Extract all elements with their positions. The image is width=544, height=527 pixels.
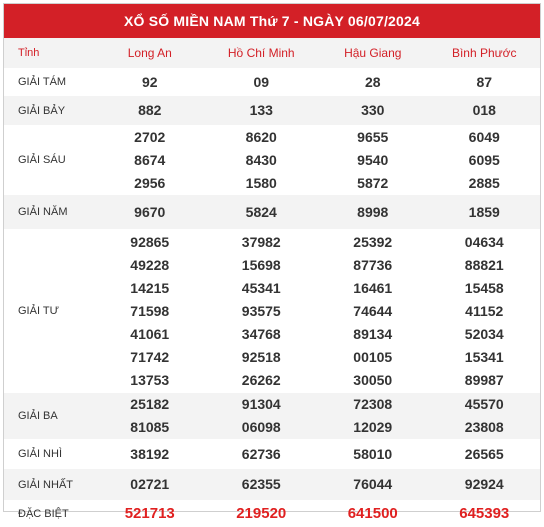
winning-number: 15458 — [464, 279, 504, 296]
winning-number: 91304 — [241, 396, 281, 412]
winning-number: 9670 — [134, 203, 166, 220]
province-ho-chi-minh[interactable]: Hồ Chí Minh — [206, 38, 318, 68]
prize-cell-long-an — [94, 393, 206, 439]
prize-cell-hau-giang — [317, 229, 429, 393]
winning-number: 882 — [138, 102, 162, 118]
prize-cell-ho-chi-minh — [206, 195, 318, 229]
prize-row-giai-nhi — [4, 439, 540, 469]
winning-number: 41061 — [130, 325, 170, 342]
prize-cell-hau-giang — [317, 125, 429, 195]
results-table — [4, 38, 540, 527]
page-title: XỔ SỐ MIỀN NAM Thứ 7 - NGÀY 06/07/2024 — [4, 4, 540, 38]
winning-number: 1580 — [245, 174, 277, 191]
prize-cell-binh-phuoc — [429, 125, 541, 195]
prize-cell-hau-giang — [317, 68, 429, 96]
winning-number: 5872 — [357, 174, 389, 191]
winning-number: 16461 — [353, 279, 393, 296]
winning-number: 04634 — [464, 233, 504, 250]
winning-number: 25392 — [353, 233, 393, 250]
province-label: Tỉnh — [4, 38, 94, 68]
prize-cell-long-an — [94, 68, 206, 96]
winning-number: 09 — [253, 73, 270, 90]
prize-row-giai-nam — [4, 195, 540, 229]
winning-number: 2956 — [134, 174, 166, 191]
winning-number: 521713 — [124, 505, 175, 522]
winning-number: 93575 — [241, 302, 281, 319]
prize-cell-hau-giang — [317, 393, 429, 439]
winning-number: 26565 — [464, 445, 504, 462]
prize-cell-binh-phuoc — [429, 469, 541, 500]
winning-number: 52034 — [464, 325, 504, 342]
winning-number: 37982 — [241, 233, 281, 250]
winning-number: 45570 — [464, 396, 504, 412]
winning-number: 45341 — [241, 279, 281, 296]
winning-number: 62355 — [241, 476, 281, 492]
prize-cell-long-an — [94, 195, 206, 229]
prize-cell-binh-phuoc — [429, 195, 541, 229]
winning-number: 14215 — [130, 279, 170, 296]
winning-number: 74644 — [353, 302, 393, 319]
prize-cell-ho-chi-minh — [206, 500, 318, 527]
prize-cell-binh-phuoc — [429, 68, 541, 96]
prize-cell-long-an — [94, 229, 206, 393]
winning-number: 34768 — [241, 325, 281, 342]
prize-cell-binh-phuoc — [429, 439, 541, 469]
prize-label: ĐẶC BIỆT — [18, 507, 69, 520]
winning-number: 30050 — [353, 371, 393, 388]
prize-label: GIẢI SÁU — [18, 154, 66, 166]
winning-number: 62736 — [241, 445, 281, 462]
winning-number: 5824 — [245, 203, 277, 220]
winning-number: 8998 — [357, 203, 389, 220]
winning-number: 06098 — [241, 419, 281, 435]
winning-number: 87 — [476, 73, 493, 90]
prize-cell-ho-chi-minh — [206, 469, 318, 500]
prize-row-giai-bay — [4, 96, 540, 125]
prize-cell-long-an — [94, 500, 206, 527]
winning-number: 71742 — [130, 348, 170, 365]
winning-number: 41152 — [465, 302, 504, 319]
prize-cell-hau-giang — [317, 439, 429, 469]
winning-number: 6095 — [468, 151, 500, 168]
prize-cell-long-an — [94, 469, 206, 500]
prize-row-giai-sau — [4, 125, 540, 195]
winning-number: 49228 — [130, 256, 170, 273]
winning-number: 15698 — [241, 256, 281, 273]
winning-number: 81085 — [130, 419, 170, 435]
winning-number: 58010 — [353, 445, 393, 462]
prize-label: GIẢI BẢY — [4, 96, 94, 125]
province-binh-phuoc[interactable]: Bình Phước — [429, 38, 541, 68]
winning-number: 12029 — [353, 419, 393, 435]
winning-number: 26262 — [241, 371, 281, 388]
winning-number: 8620 — [245, 128, 277, 145]
winning-number: 25182 — [130, 396, 170, 412]
winning-number: 28 — [364, 73, 381, 90]
prize-cell-ho-chi-minh — [206, 68, 318, 96]
prize-cell-hau-giang — [317, 96, 429, 125]
winning-number: 1859 — [468, 203, 500, 220]
prize-label: GIẢI NHẤT — [4, 469, 94, 500]
winning-number: 89987 — [464, 371, 504, 388]
winning-number: 13753 — [130, 371, 170, 388]
prize-cell-ho-chi-minh — [206, 393, 318, 439]
winning-number: 92924 — [464, 476, 504, 492]
prize-cell-long-an — [94, 125, 206, 195]
winning-number: 641500 — [347, 505, 398, 522]
prize-label: GIẢI TƯ — [18, 305, 59, 317]
prize-row-giai-ba — [4, 393, 540, 439]
winning-number: 6049 — [468, 128, 500, 145]
prize-row-dac-biet — [4, 500, 540, 527]
prize-row-giai-tam — [4, 68, 540, 96]
winning-number: 92 — [141, 73, 158, 90]
winning-number: 87736 — [353, 256, 393, 273]
prize-cell-binh-phuoc — [429, 500, 541, 527]
winning-number: 2702 — [134, 128, 166, 145]
winning-number: 92518 — [241, 348, 281, 365]
winning-number: 02721 — [130, 476, 170, 492]
prize-cell-binh-phuoc — [429, 229, 541, 393]
winning-number: 133 — [249, 102, 273, 118]
prize-cell-hau-giang — [317, 469, 429, 500]
prize-cell-ho-chi-minh — [206, 229, 318, 393]
winning-number: 71598 — [130, 302, 170, 319]
prize-label: GIẢI BA — [4, 393, 94, 439]
prize-cell-long-an — [94, 439, 206, 469]
winning-number: 9540 — [357, 151, 389, 168]
winning-number: 76044 — [353, 476, 393, 492]
province-long-an[interactable]: Long An — [94, 38, 206, 68]
header-row — [4, 38, 540, 68]
winning-number: 15341 — [464, 348, 504, 365]
winning-number: 38192 — [130, 445, 170, 462]
prize-row-giai-tu — [4, 229, 540, 393]
winning-number: 2885 — [468, 174, 500, 191]
prize-cell-binh-phuoc — [429, 96, 541, 125]
prize-cell-ho-chi-minh — [206, 96, 318, 125]
province-hau-giang[interactable]: Hậu Giang — [317, 38, 429, 68]
prize-row-giai-nhat — [4, 469, 540, 500]
winning-number: 89134 — [353, 325, 393, 342]
winning-number: 00105 — [353, 348, 393, 365]
winning-number: 23808 — [464, 419, 504, 435]
prize-label: GIẢI TÁM — [18, 76, 67, 88]
winning-number: 8674 — [134, 151, 166, 168]
prize-cell-hau-giang — [317, 195, 429, 229]
prize-label: GIẢI NĂM — [4, 195, 94, 229]
winning-number: 88821 — [464, 256, 504, 273]
prize-cell-binh-phuoc — [429, 393, 541, 439]
winning-number: 72308 — [353, 396, 393, 412]
prize-label: GIẢI NHÌ — [18, 448, 63, 460]
prize-cell-ho-chi-minh — [206, 439, 318, 469]
winning-number: 9655 — [357, 128, 389, 145]
results-panel — [3, 3, 541, 522]
prize-cell-long-an — [94, 96, 206, 125]
winning-number: 018 — [472, 102, 496, 118]
winning-number: 330 — [361, 102, 385, 118]
winning-number: 219520 — [236, 505, 287, 522]
prize-cell-hau-giang — [317, 500, 429, 527]
prize-cell-ho-chi-minh — [206, 125, 318, 195]
winning-number: 645393 — [459, 505, 510, 522]
winning-number: 92865 — [130, 233, 170, 250]
winning-number: 8430 — [245, 151, 277, 168]
